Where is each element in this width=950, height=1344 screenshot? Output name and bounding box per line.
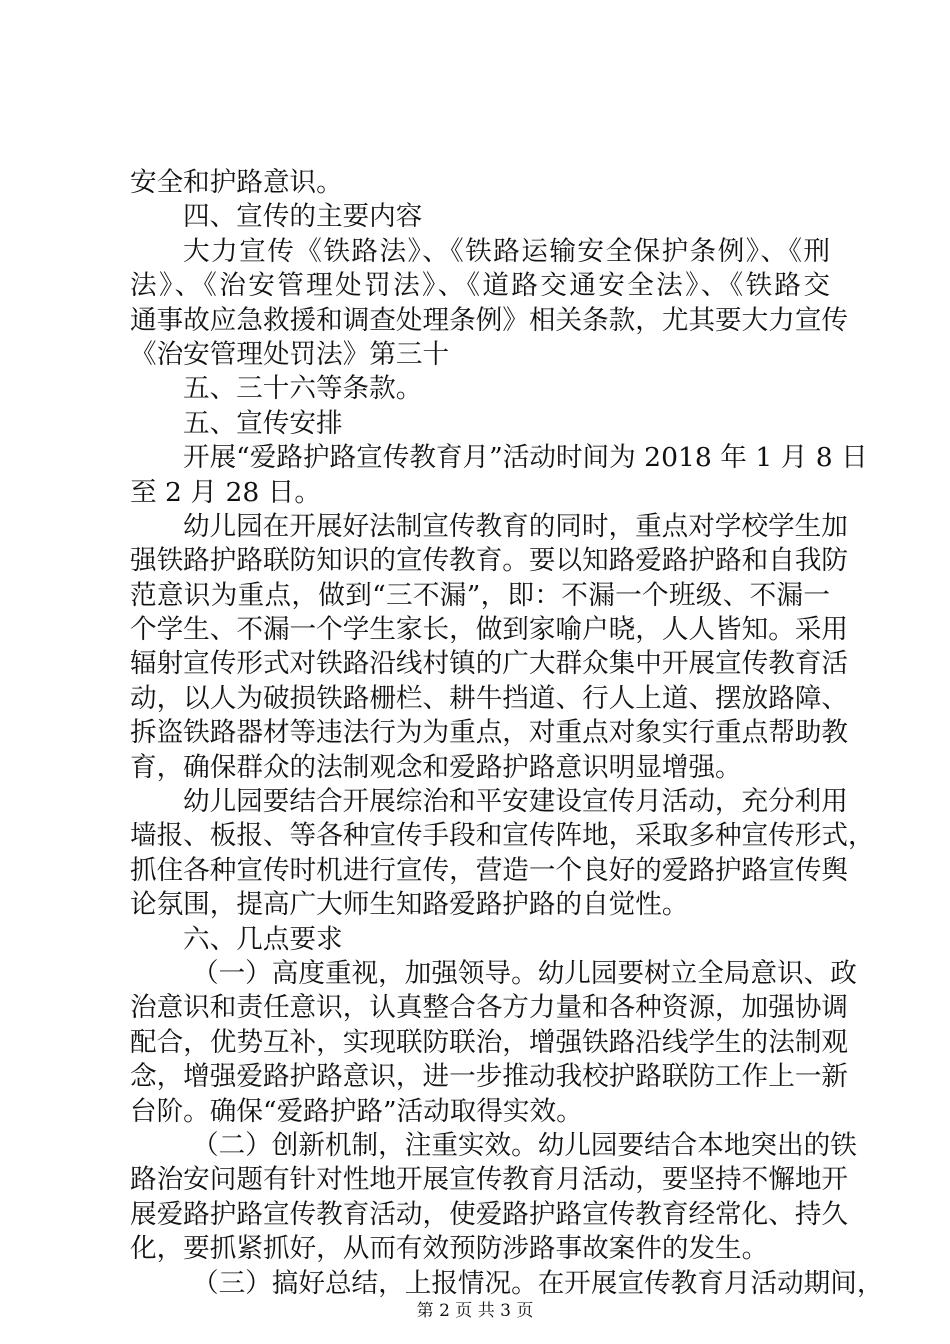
text-line: 化，要抓紧抓好，从而有效预防涉路事故案件的发生。: [130, 1233, 769, 1265]
text-line: 拆盗铁路器材等违法行为为重点，对重点对象实行重点帮助教: [130, 717, 849, 749]
text-line: （三）搞好总结，上报情况。在开展宣传教育月活动期间，: [192, 1267, 884, 1299]
text-line: 安全和护路意识。: [130, 167, 343, 198]
text-line: 五、三十六等条款。: [183, 373, 423, 405]
text-line: 开展“爱路护路宣传教育月”活动时间为 2018 年 1 月 8 日: [183, 442, 868, 474]
text-line: 范意识为重点，做到“三不漏”，即：不漏一个班级、不漏一: [130, 579, 830, 611]
text-line: 通事故应急救援和调查处理条例》相关条款，尤其要大力宣传: [130, 304, 849, 336]
text-line: 念，增强爱路护路意识，进一步推动我校护路联防工作上一新: [130, 1061, 849, 1093]
text-line: 法》、《治安管理处罚法》、《道路交通安全法》、《铁路交: [130, 270, 830, 302]
text-line: 《治安管理处罚法》第三十: [130, 338, 450, 370]
text-line: 展爱路护路宣传教育活动，使爱路护路宣传教育经常化、持久: [130, 1198, 849, 1230]
text-line: 幼儿园在开展好法制宣传教育的同时，重点对学校学生加: [183, 510, 848, 542]
text-line: 至 2 月 28 日。: [130, 476, 321, 508]
text-line: （一）高度重视，加强领导。幼儿园要树立全局意识、政: [192, 957, 857, 989]
text-line: 四、宣传的主要内容: [183, 201, 423, 233]
text-line: 配合，优势互补，实现联防联治，增强铁路沿线学生的法制观: [130, 1026, 849, 1058]
text-line: （二）创新机制，注重实效。幼儿园要结合本地突出的铁: [192, 1129, 857, 1161]
text-line: 台阶。确保“爱路护路”活动取得实效。: [130, 1095, 583, 1127]
text-line: 路治安问题有针对性地开展宣传教育月活动，要坚持不懈地开: [130, 1164, 849, 1196]
text-line: 育，确保群众的法制观念和爱路护路意识明显增强。: [130, 751, 742, 783]
text-line: 五、宣传安排: [183, 407, 343, 439]
text-line: 论氛围，提高广大师生知路爱路护路的自觉性。: [130, 889, 689, 921]
text-line: 个学生、不漏一个学生家长，做到家喻户晓，人人皆知。采用: [130, 614, 849, 646]
document-body: [130, 166, 884, 1301]
text-line: 六、几点要求: [183, 923, 343, 955]
page-footer: 第 2 页 共 3 页: [416, 1301, 534, 1321]
text-line: 辐射宣传形式对铁路沿线村镇的广大群众集中开展宣传教育活: [130, 648, 849, 680]
text-line: 幼儿园要结合开展综治和平安建设宣传月活动，充分利用: [183, 786, 848, 818]
text-line: 抓住各种宣传时机进行宣传，营造一个良好的爱路护路宣传舆: [130, 854, 849, 886]
text-line: 墙报、板报、等各种宣传手段和宣传阵地，采取多种宣传形式，: [130, 820, 875, 852]
text-line: 大力宣传《铁路法》、《铁路运输安全保护条例》、《刑: [183, 235, 830, 267]
text-line: 动，以人为破损铁路栅栏、耕牛挡道、行人上道、摆放路障、: [130, 682, 849, 714]
text-line: 治意识和责任意识，认真整合各方力量和各种资源，加强协调: [130, 992, 849, 1024]
text-line: 强铁路护路联防知识的宣传教育。要以知路爱路护路和自我防: [130, 545, 849, 577]
